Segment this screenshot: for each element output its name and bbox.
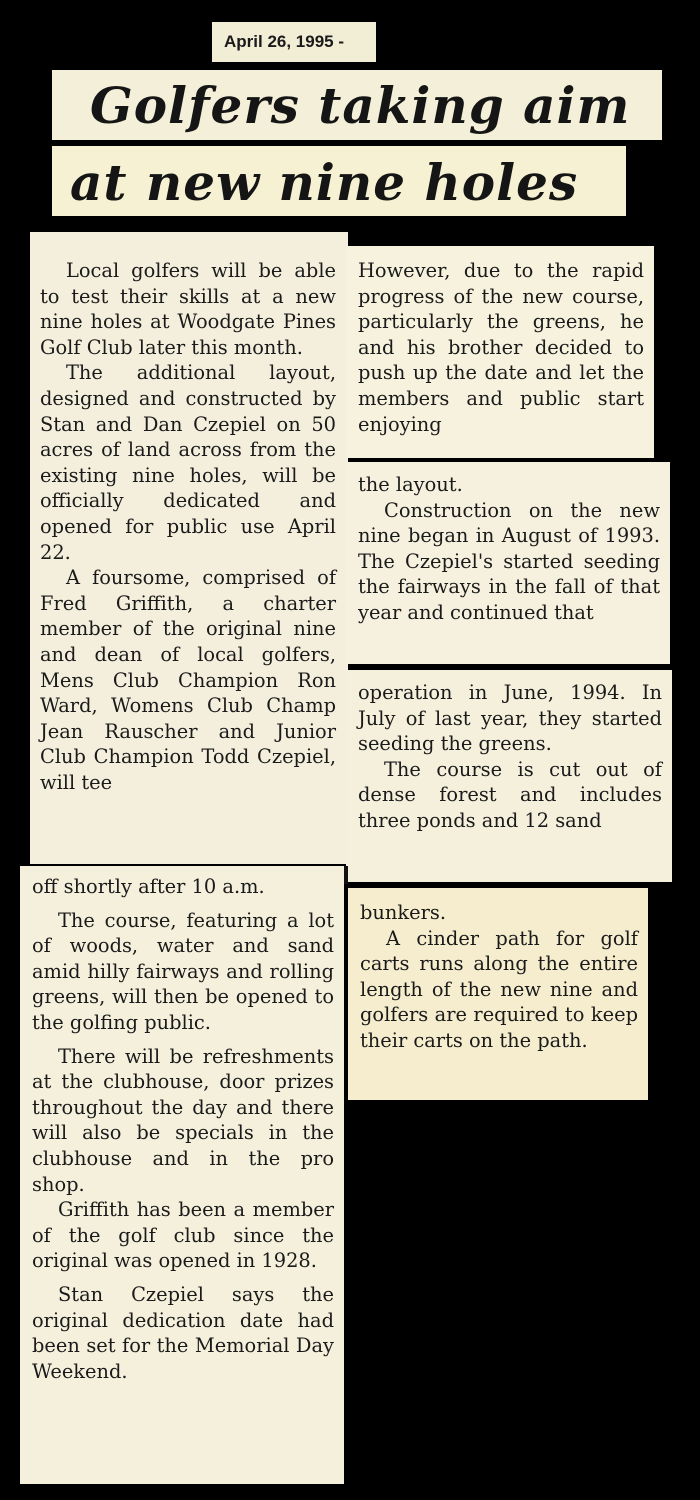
article-column-5 — [20, 866, 344, 1484]
paragraph: The course, featuring a lot of woods, water and sand amid hilly fairways and rolling greens, will then be opened to the golfing public. — [32, 908, 334, 1034]
article-column-3 — [346, 462, 670, 664]
paragraph: bunkers. — [360, 901, 446, 924]
column-rule — [344, 866, 348, 884]
clipping-date: April 26, 1995 - — [212, 22, 376, 62]
headline-line-2: at new nine holes — [52, 146, 626, 216]
paragraph: off shortly after 10 a.m. — [32, 875, 265, 898]
paragraph: The additional layout, designed and constructed by Stan and Dan Czepiel on 50 acres of land across from the existing nine holes, will be officially dedicated and opened for public use April 22. — [40, 361, 336, 564]
article-column-1 — [30, 232, 348, 864]
paragraph: Construction on the new nine began in August of 1993. The Czepiel's started seeding the fairways in the fall of that year and continued that — [358, 498, 660, 624]
article-column-6 — [348, 888, 648, 1100]
article-column-4 — [346, 670, 672, 882]
paragraph: the layout. — [358, 473, 463, 496]
paragraph: However, due to the rapid progress of the new course, particularly the greens, he and his brother decided to push up the date and let the members and public start enjoying — [358, 259, 644, 436]
paragraph: Local golfers will be able to test their skills at a new nine holes at Woodgate Pines Golf Club later this month. — [40, 259, 336, 359]
paragraph: A foursome, comprised of Fred Griffith, a charter member of the original nine and dean of local golfers, Mens Club Champion Ron Ward, Womens Club Champ Jean Rauscher and Junior Club Champion Todd Czepiel, will tee — [40, 566, 336, 794]
paragraph: Stan Czepiel says the original dedication date had been set for the Memorial Day Weekend. — [32, 1282, 334, 1383]
paragraph: Griffith has been a member of the golf club since the original was opened in 1928. — [32, 1198, 334, 1273]
paragraph: The course is cut out of dense forest and includes three ponds and 12 sand — [358, 757, 662, 832]
headline-line-1: Golfers taking aim — [52, 70, 662, 140]
article-column-2 — [346, 246, 654, 458]
paragraph: operation in June, 1994. In July of last year, they started seeding the greens. — [358, 681, 662, 756]
paragraph: There will be refreshments at the clubhouse, door prizes throughout the day and there will also be specials in the clubhouse and in the pro shop. — [32, 1044, 334, 1196]
paragraph: A cinder path for golf carts runs along the entire length of the new nine and golfers are required to keep their carts on the path. — [360, 926, 638, 1052]
